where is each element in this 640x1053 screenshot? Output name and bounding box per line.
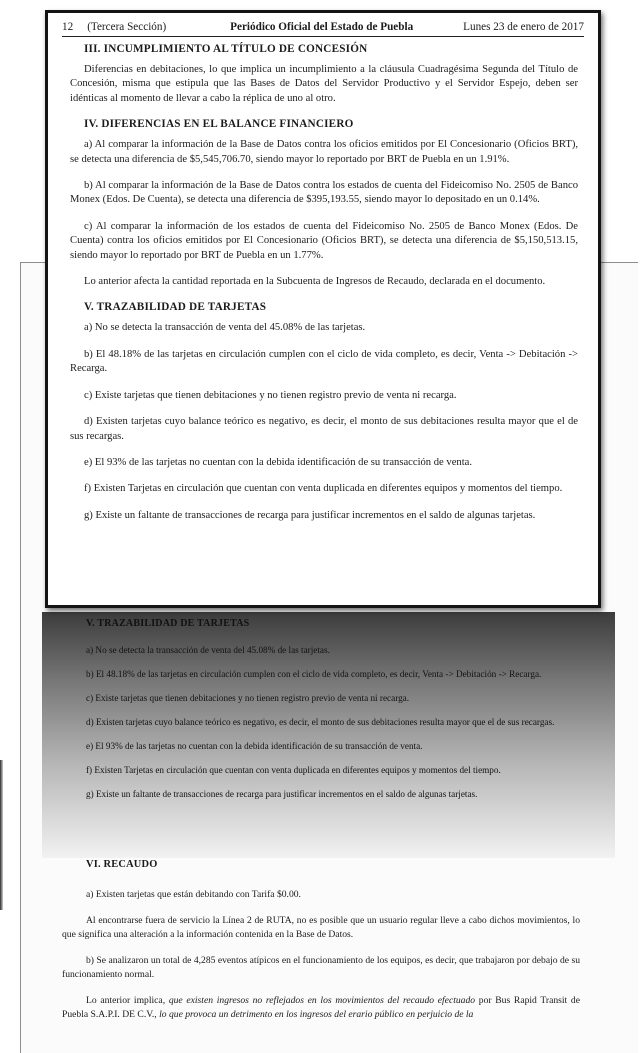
page-edge-shadow [0, 760, 3, 910]
publication-date: Lunes 23 de enero de 2017 [463, 21, 584, 33]
section-iii-paragraph: Diferencias en debitaciones, lo que implica un incumplimiento a la cláusula Cuadragésima Segunda del Título de Concesión, misma que estipula que las Bases de Datos del Servidor Productivo y el Servidor Espejo, deben ser idénticas al momento de llevar a cabo la réplica de uno al otro. [70, 64, 578, 104]
background-section-v-heading: V. TRAZABILIDAD DE TARJETAS [86, 618, 250, 629]
background-item-c: c) Existe tarjetas que tienen debitaciones y no tienen registro previo de venta ni recarga. [86, 693, 410, 703]
section-vi-heading: VI. RECAUDO [86, 859, 158, 870]
closing-lead: Lo anterior implica, [86, 995, 166, 1006]
closing-middle: por Bus Rapid Transit de Puebla S.A.P.I. DE C.V., [62, 995, 580, 1020]
section-vi-item-a: a) Existen tarjetas que están debitando con Tarifa $0.00. [86, 888, 301, 900]
section-vi-item-b: b) Se analizaron un total de 4,285 eventos atípicos en el funcionamiento de los equipos, es decir, que trabajaron por debajo de su funcionamiento normal. [62, 955, 580, 980]
background-item-e: e) El 93% de las tarjetas no cuentan con la debida identificación de su transacción de venta. [86, 741, 423, 751]
section-v-item-f: f) Existen Tarjetas en circulación que cuentan con venta duplicada en diferentes equipos y momentos del tiempo. [84, 483, 563, 495]
section-label: (Tercera Sección) [87, 21, 167, 33]
background-item-g: g) Existe un faltante de transacciones de recarga para justificar incrementos en el saldo de algunas tarjetas. [86, 789, 478, 799]
background-item-a: a) No se detecta la transacción de venta del 45.08% de las tarjetas. [86, 645, 330, 655]
background-item-f: f) Existen Tarjetas en circulación que cuentan con venta duplicada en diferentes equipos y momentos del tiempo. [86, 765, 501, 775]
background-item-b: b) El 48.18% de las tarjetas en circulación cumplen con el ciclo de vida completo, es decir, Venta -> Debitación -> Recarga. [86, 669, 542, 679]
section-v-heading: V. TRAZABILIDAD DE TARJETAS [84, 301, 267, 314]
section-v-item-d: d) Existen tarjetas cuyo balance teórico es negativo, es decir, el monto de sus debitaciones resulta mayor que el de sus recargas. [70, 416, 578, 442]
section-v-item-b: b) El 48.18% de las tarjetas en circulación cumplen con el ciclo de vida completo, es decir, Venta -> Debitación -> Recarga. [70, 348, 578, 375]
publication-title: Periódico Oficial del Estado de Puebla [230, 21, 414, 33]
section-v-item-a: a) No se detecta la transacción de venta del 45.08% de las tarjetas. [84, 322, 366, 334]
masthead [62, 21, 584, 37]
closing-italic-1: que existen ingresos no reflejados en los movimientos del recaudo efectuado [168, 995, 476, 1006]
background-section-v [62, 618, 580, 812]
section-v-item-e: e) El 93% de las tarjetas no cuentan con la debida identificación de su transacción de venta. [84, 456, 472, 468]
section-iii-heading: III. INCUMPLIMIENTO AL TÍTULO DE CONCESIÓN [84, 43, 368, 55]
section-vi-paragraph: Al encontrarse fuera de servicio la Línea 2 de RUTA, no es posible que un usuario regular lleve a cabo dichos movimientos, lo que significa una alteración a la información contenida en la Base de Datos. [62, 915, 580, 940]
page-number: 12 [62, 21, 74, 33]
section-v-item-c: c) Existe tarjetas que tienen debitaciones y no tienen registro previo de venta ni recarga. [84, 389, 457, 401]
section-vi-recaudo [62, 858, 580, 1034]
section-iv-item-c: c) Al comparar la información de los estados de cuenta del Fideicomiso No. 2505 de Banco Monex (Edos. De Cuenta) contra los oficios emitidos por El Concesionario (Oficios BRT), se detecta una diferencia de $5,150,513.15, siendo mayor lo reportado por BRT de Puebla en un 1.77%. [70, 220, 578, 261]
background-item-d: d) Existen tarjetas cuyo balance teórico es negativo, es decir, el monto de sus debitaciones resulta mayor que el de sus recargas. [86, 717, 555, 727]
closing-italic-2: lo que provoca un detrimento en los ingresos del erario público en perjuicio de la [159, 1008, 474, 1020]
enlarged-excerpt [45, 10, 601, 608]
section-vi-closing [62, 994, 580, 1021]
section-v-item-g: g) Existe un faltante de transacciones de recarga para justificar incrementos en el saldo de algunas tarjetas. [84, 509, 536, 521]
section-iv-heading: IV. DIFERENCIAS EN EL BALANCE FINANCIERO [84, 118, 354, 131]
section-iv-summary: Lo anterior afecta la cantidad reportada en la Subcuenta de Ingresos de Recaudo, declarada en el documento. [84, 276, 546, 288]
section-iv-item-a: a) Al comparar la información de la Base de Datos contra los oficios emitidos por El Concesionario (Oficios BRT), se detecta una diferencia de $5,545,706.70, siendo mayor lo reportado por BRT de Puebla en un 1.91%. [70, 139, 578, 165]
section-iv-item-b: b) Al comparar la información de la Base de Datos contra los estados de cuenta del Fideicomiso No. 2505 de Banco Monex (Edos. De Cuenta), se detecta una diferencia de $395,193.55, siendo mayor lo depositado en un 0.14%. [70, 180, 578, 206]
